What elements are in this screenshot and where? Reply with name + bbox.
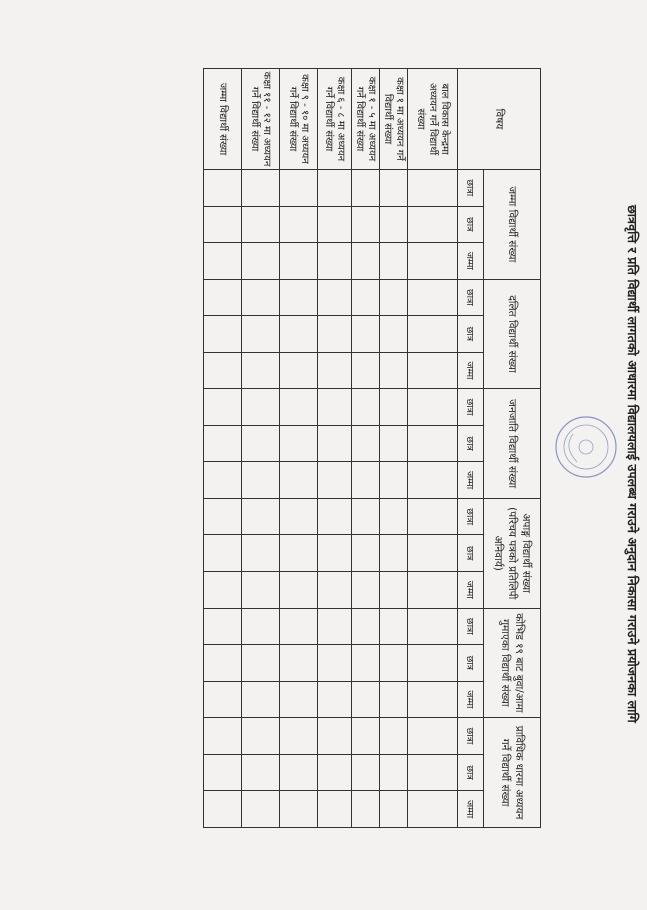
empty-cell [280,425,318,462]
empty-cell [318,316,352,353]
empty-cell [380,462,408,499]
empty-cell [408,498,458,535]
sub-header-girls: छात्रा [458,279,484,316]
empty-cell [280,316,318,353]
empty-cell [408,206,458,243]
empty-cell [352,462,380,499]
empty-cell [380,681,408,718]
sub-header-girls: छात्रा [458,608,484,645]
empty-cell [280,170,318,207]
sub-header-total: जम्मा [458,243,484,280]
empty-cell [408,681,458,718]
sub-header-boys: छात्र [458,535,484,572]
empty-cell [280,243,318,280]
empty-cell [318,645,352,682]
empty-cell [408,316,458,353]
empty-cell [408,572,458,609]
row-label: कक्षा १ - ५ मा अध्ययन गर्ने विद्यार्थी संख्या [352,69,380,170]
empty-cell [204,572,242,609]
sub-header-boys: छात्र [458,425,484,462]
empty-cell [352,608,380,645]
empty-cell [352,170,380,207]
empty-cell [242,206,280,243]
table-row [408,69,458,828]
empty-cell [242,352,280,389]
empty-cell [318,243,352,280]
empty-cell [204,170,242,207]
empty-cell [352,206,380,243]
sub-header-boys: छात्र [458,645,484,682]
empty-cell [242,462,280,499]
table-row [204,69,242,828]
empty-cell [280,535,318,572]
empty-cell [352,572,380,609]
empty-cell [242,754,280,791]
empty-cell [280,645,318,682]
sub-header-girls: छात्रा [458,170,484,207]
empty-cell [242,425,280,462]
group-header: जम्मा विद्यार्थी संख्या [484,170,541,280]
empty-cell [408,791,458,828]
empty-cell [352,243,380,280]
empty-cell [318,572,352,609]
row-label: कक्षा ९ - १० मा अध्ययन गर्ने विद्यार्थी संख्या [280,69,318,170]
empty-cell [280,206,318,243]
table-row [352,69,380,828]
empty-cell [280,352,318,389]
empty-cell [318,206,352,243]
group-header: अपाङ्ग विद्यार्थी संख्या (परिचय पत्रको प्रतिलिपी अनिवार्य) [484,498,541,608]
empty-cell [242,572,280,609]
empty-cell [204,791,242,828]
empty-cell [280,718,318,755]
empty-cell [380,791,408,828]
empty-cell [280,279,318,316]
empty-cell [318,352,352,389]
empty-cell [380,535,408,572]
table-row [380,69,408,828]
empty-cell [352,645,380,682]
empty-cell [242,316,280,353]
table-row [242,69,280,828]
empty-cell [318,535,352,572]
empty-cell [408,462,458,499]
empty-cell [204,389,242,426]
sub-header-total: जम्मा [458,681,484,718]
sub-header-total: जम्मा [458,352,484,389]
empty-cell [408,425,458,462]
group-header: दलित विद्यार्थी संख्या [484,279,541,389]
empty-cell [204,316,242,353]
sub-header-total: जम्मा [458,572,484,609]
empty-cell [408,645,458,682]
row-label: कक्षा १ मा अध्ययन गर्ने विद्यार्थी संख्या [380,69,408,170]
empty-cell [242,608,280,645]
empty-cell [242,170,280,207]
sub-header-girls: छात्रा [458,718,484,755]
group-header: प्राविधिक धारमा अध्ययन गर्ने विद्यार्थी संख्या [484,718,541,828]
empty-cell [280,498,318,535]
empty-cell [352,754,380,791]
empty-cell [204,352,242,389]
office-stamp [551,412,621,482]
empty-cell [242,645,280,682]
empty-cell [380,279,408,316]
empty-cell [318,462,352,499]
sub-header-total: जम्मा [458,462,484,499]
empty-cell [318,681,352,718]
empty-cell [318,425,352,462]
empty-cell [242,389,280,426]
empty-cell [408,243,458,280]
empty-cell [380,718,408,755]
empty-cell [204,425,242,462]
empty-cell [280,462,318,499]
empty-cell [280,608,318,645]
row-label: बाल विकास केन्द्रमा अध्ययन गर्ने विद्यार्थी संख्या [408,69,458,170]
sub-header-girls: छात्रा [458,389,484,426]
empty-cell [204,535,242,572]
empty-cell [280,572,318,609]
empty-cell [204,681,242,718]
empty-cell [408,754,458,791]
sub-header-boys: छात्र [458,206,484,243]
row-label: जम्मा विद्यार्थी संख्या [204,69,242,170]
empty-cell [380,206,408,243]
sub-header-boys: छात्र [458,316,484,353]
empty-cell [242,279,280,316]
empty-cell [352,316,380,353]
empty-cell [380,243,408,280]
table-row [280,69,318,828]
empty-cell [408,352,458,389]
empty-cell [280,681,318,718]
empty-cell [242,791,280,828]
empty-cell [204,718,242,755]
empty-cell [408,279,458,316]
document-title: छात्रवृत्ति र प्रति विद्यार्थी लागतको आधारमा विद्यालयलाई उपलब्ध गराउने अनुदान निकासा गराउने प्रयोजनका लागि [625,205,640,723]
empty-cell [242,718,280,755]
empty-cell [352,279,380,316]
group-header: कोभिड १९ बाट बुवा/आमा गुमाएका विद्यार्थी संख्या [484,608,541,718]
empty-cell [352,791,380,828]
empty-cell [380,608,408,645]
empty-cell [204,645,242,682]
empty-cell [380,389,408,426]
table-row [318,69,352,828]
sub-header-girls: छात्रा [458,498,484,535]
empty-cell [318,718,352,755]
empty-cell [352,425,380,462]
empty-cell [380,572,408,609]
empty-cell [242,498,280,535]
empty-cell [204,279,242,316]
empty-cell [380,498,408,535]
empty-cell [352,681,380,718]
empty-cell [204,243,242,280]
empty-cell [380,170,408,207]
subject-header: विषय [458,69,541,170]
empty-cell [204,206,242,243]
empty-cell [352,498,380,535]
empty-cell [318,754,352,791]
empty-cell [318,170,352,207]
empty-cell [380,316,408,353]
empty-cell [352,718,380,755]
group-header: जनजाति विद्यार्थी संख्या [484,389,541,499]
table-body [204,69,458,828]
empty-cell [318,498,352,535]
empty-cell [408,389,458,426]
empty-cell [380,645,408,682]
empty-cell [408,170,458,207]
empty-cell [204,462,242,499]
empty-cell [408,718,458,755]
empty-cell [380,425,408,462]
empty-cell [280,754,318,791]
empty-cell [204,498,242,535]
empty-cell [408,535,458,572]
empty-cell [242,243,280,280]
empty-cell [318,279,352,316]
empty-cell [352,352,380,389]
empty-cell [380,352,408,389]
empty-cell [204,608,242,645]
empty-cell [352,535,380,572]
empty-cell [318,608,352,645]
empty-cell [318,389,352,426]
empty-cell [280,791,318,828]
row-label: कक्षा ६ - ८ मा अध्ययन गर्ने विद्यार्थी संख्या [318,69,352,170]
row-label: कक्षा ११ - १२ मा अध्ययन गर्ने विद्यार्थी संख्या [242,69,280,170]
sub-header-total: जम्मा [458,791,484,828]
empty-cell [204,754,242,791]
empty-cell [352,389,380,426]
empty-cell [242,681,280,718]
student-count-table [203,68,541,828]
empty-cell [380,754,408,791]
empty-cell [242,535,280,572]
empty-cell [318,791,352,828]
sub-header-boys: छात्र [458,754,484,791]
empty-cell [280,389,318,426]
empty-cell [408,608,458,645]
